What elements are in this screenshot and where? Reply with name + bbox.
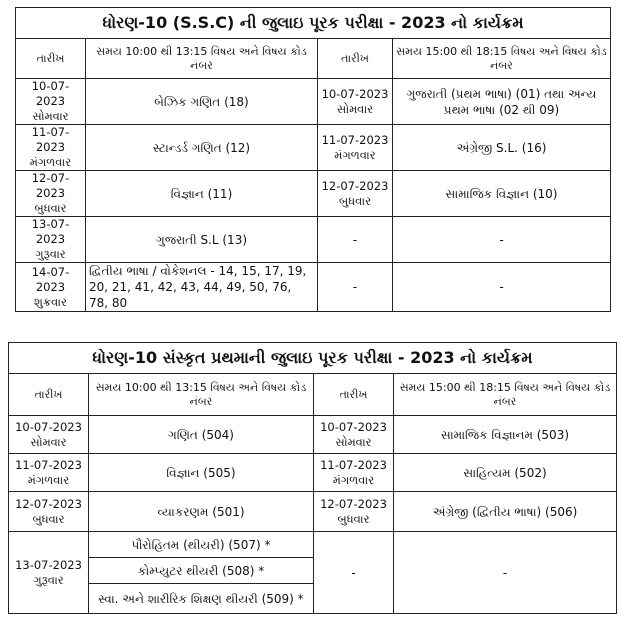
- header-morning-session: સમય 10:00 થી 13:15 વિષય અને વિષય કોડ નંબર: [86, 39, 318, 79]
- header-date: તારીખ: [318, 39, 393, 79]
- table-row: [16, 125, 611, 171]
- date-cell: [16, 79, 86, 125]
- subject-cell: વ્યાકરણમ (501): [89, 492, 314, 532]
- subject-cell: સામાજિક વિજ્ઞાન (10): [393, 171, 611, 217]
- date-cell: [16, 263, 86, 312]
- subject-cell: વિજ્ઞાન (11): [86, 171, 318, 217]
- subject-cell: કોમ્પ્યુટર થીયરી (508) *: [89, 558, 314, 584]
- header-date: તારીખ: [9, 374, 89, 416]
- date-cell: [9, 532, 89, 614]
- weekday: બુધવાર: [338, 193, 372, 208]
- header-morning-session: સમય 10:00 થી 13:15 વિષય અને વિષય કોડ નંબર: [89, 374, 314, 416]
- date-cell: [318, 125, 393, 171]
- subject-cell: અંગ્રેજી S.L. (16): [393, 125, 611, 171]
- weekday: ગુરૂવાર: [35, 247, 66, 261]
- date-cell: [9, 454, 89, 492]
- date: 10-07-2023: [15, 419, 82, 434]
- date: 12-07-2023: [320, 496, 387, 511]
- table-row: [9, 532, 617, 558]
- table-row: [9, 492, 617, 532]
- subject-cell: વિજ્ઞાન (505): [89, 454, 314, 492]
- date-cell: [9, 492, 89, 532]
- header-afternoon-session: સમય 15:00 થી 18:15 વિષય અને વિષય કોડ નંબર: [393, 39, 611, 79]
- empty-cell: -: [393, 217, 611, 263]
- subject-cell: ગણિત (504): [89, 416, 314, 454]
- subject-cell: ગુજરાતી S.L (13): [86, 217, 318, 263]
- subject-cell: સાહિત્યમ (502): [394, 454, 617, 492]
- date-cell: [318, 79, 393, 125]
- ssc-schedule-table: [15, 7, 611, 312]
- date: 10-07-2023: [320, 419, 387, 434]
- weekday: મંગળવાર: [29, 155, 72, 169]
- subject-cell: બેઝિક ગણિત (18): [86, 79, 318, 125]
- date-cell: [314, 492, 394, 532]
- date: 13-07-2023: [31, 217, 70, 246]
- table-title: ધોરણ-10 (S.S.C) ની જુલાઇ પૂરક પરીક્ષા - 2023 નો કાર્યક્રમ: [16, 8, 611, 39]
- subject-cell: સ્વા. અને શારીરિક શિક્ષણ થીયરી (509) *: [89, 584, 314, 614]
- date-cell: [314, 416, 394, 454]
- subject-cell: સામાજિક વિજ્ઞાનમ (503): [394, 416, 617, 454]
- subject-cell: અંગ્રેજી (દ્વિતીય ભાષા) (506): [394, 492, 617, 532]
- header-afternoon-session: સમય 15:00 થી 18:15 વિષય અને વિષય કોડ નંબર: [394, 374, 617, 416]
- table-row: [16, 263, 611, 312]
- date-cell: [314, 454, 394, 492]
- empty-cell: -: [394, 532, 617, 614]
- date: 11-07-2023: [321, 132, 389, 147]
- weekday: બુધવાર: [337, 511, 370, 526]
- date: 11-07-2023: [31, 125, 70, 154]
- date-cell: [16, 171, 86, 217]
- date: 12-07-2023: [15, 496, 82, 511]
- weekday: સોમવાર: [335, 434, 372, 449]
- table-title: ધોરણ-10 સંસ્કૃત પ્રથમાની જુલાઇ પૂરક પરીક્ષા - 2023 નો કાર્યક્રમ: [9, 343, 617, 374]
- table-row: [9, 454, 617, 492]
- weekday: મંગળવાર: [27, 472, 70, 487]
- header-date: તારીખ: [16, 39, 86, 79]
- table-row: [16, 217, 611, 263]
- sanskrit-prathama-schedule-table: [8, 342, 617, 614]
- weekday: ગુરૂવાર: [33, 572, 64, 587]
- date: 10-07-2023: [31, 79, 70, 108]
- date: 14-07-2023: [31, 264, 70, 294]
- date: 12-07-2023: [321, 178, 389, 193]
- subject-cell: ગુજરાતી (પ્રથમ ભાષા) (01) તથા અન્ય પ્રથમ ભાષા (02 થી 09): [393, 79, 611, 125]
- table-row: [9, 416, 617, 454]
- table-row: [16, 171, 611, 217]
- weekday: બુધવાર: [32, 511, 65, 526]
- date: 10-07-2023: [321, 86, 389, 101]
- weekday: શુક્રવાર: [34, 294, 67, 309]
- table-row: [16, 79, 611, 125]
- date-cell: [318, 171, 393, 217]
- weekday: મંગળવાર: [334, 147, 376, 162]
- weekday: સોમવાર: [30, 434, 67, 449]
- date: 11-07-2023: [320, 457, 387, 472]
- empty-cell: -: [393, 263, 611, 312]
- subject-cell: દ્વિતીય ભાષા / વોકેશનલ - 14, 15, 17, 19, 20, 21, 41, 42, 43, 44, 49, 50, 76, 78, 80: [86, 263, 318, 312]
- header-date: તારીખ: [314, 374, 394, 416]
- empty-cell: -: [314, 532, 394, 614]
- date-cell: [16, 125, 86, 171]
- weekday: સોમવાર: [32, 109, 69, 123]
- date: 13-07-2023: [15, 557, 82, 572]
- date-cell: [9, 416, 89, 454]
- weekday: સોમવાર: [336, 101, 374, 116]
- date-cell: [16, 217, 86, 263]
- weekday: બુધવાર: [34, 201, 67, 215]
- subject-cell: સ્ટાન્ડર્ડ ગણિત (12): [86, 125, 318, 171]
- subject-cell: પૌરોહિતમ (થીયરી) (507) *: [89, 532, 314, 558]
- weekday: મંગળવાર: [332, 472, 375, 487]
- date: 12-07-2023: [31, 171, 70, 200]
- date: 11-07-2023: [15, 457, 82, 472]
- empty-cell: -: [318, 217, 393, 263]
- empty-cell: -: [318, 263, 393, 312]
